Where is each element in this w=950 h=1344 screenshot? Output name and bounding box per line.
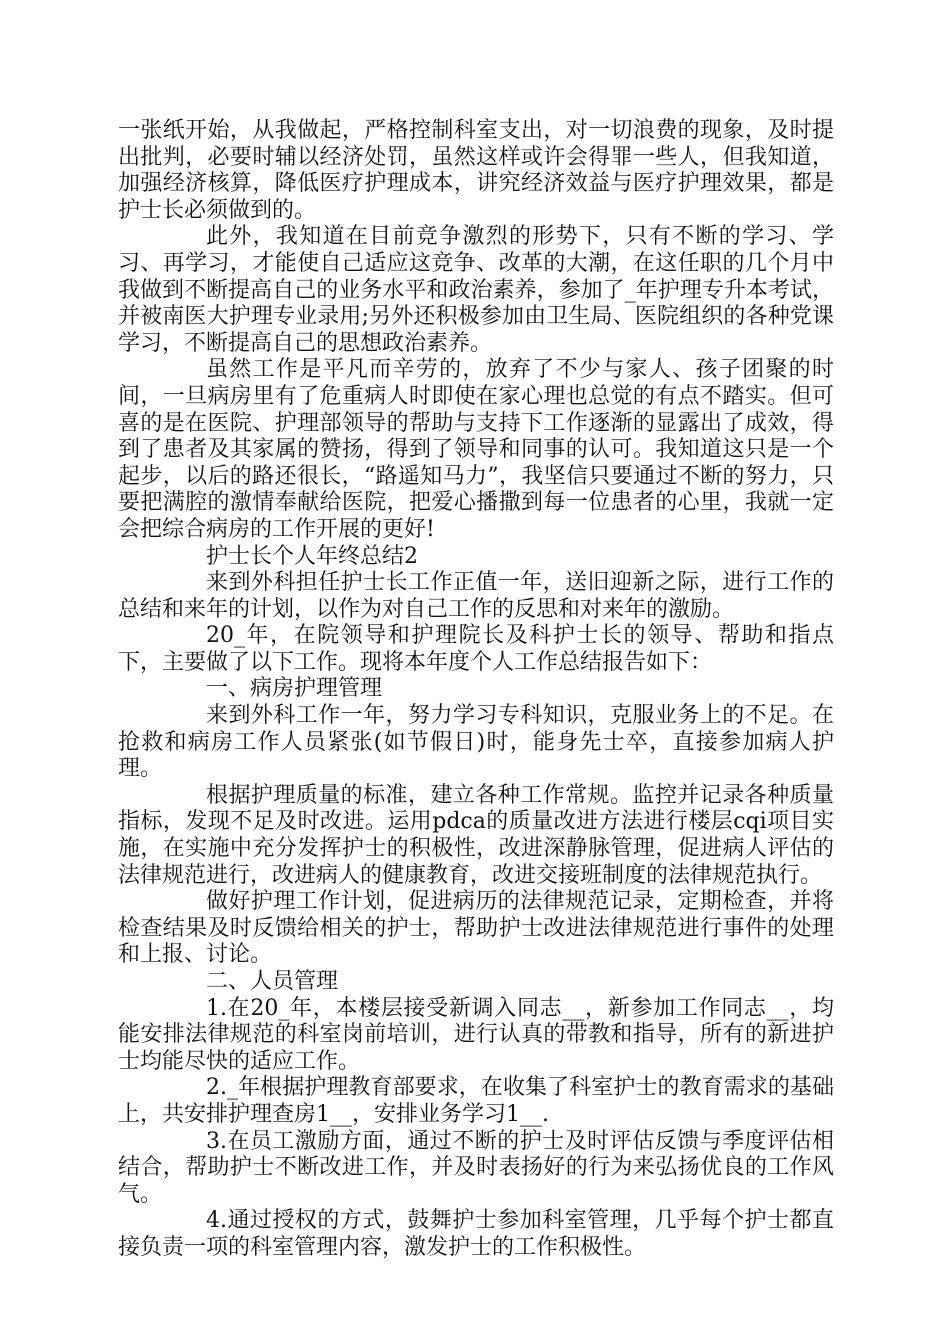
paragraph-2: 此外，我知道在目前竞争激烈的形势下，只有不断的学习、学习、再学习，才能使自己适应这竞争、改革的大潮，在这任职的几个月中我做到不断提高自己的业务水平和政治素养，参加了_年护理专升本考试，并被南医大护理专业录用;另外还积极参加由卫生局、医院组织的各种党课学习，不断提高自己的思想政治素养。 <box>118 224 834 356</box>
paragraph-4: 来到外科担任护士长工作正值一年，送旧迎新之际，进行工作的总结和来年的计划，以作为对自己工作的反思和对来年的激励。 <box>118 570 834 622</box>
list-item-4: 4.通过授权的方式，鼓舞护士参加科室管理，几乎每个护士都直接负责一项的科室管理内容，激发护士的工作积极性。 <box>118 1208 834 1260</box>
list-item-3: 3.在员工激励方面，通过不断的护士及时评估反馈与季度评估相结合，帮助护士不断改进工作，并及时表扬好的行为来弘扬优良的工作风气。 <box>118 1128 834 1207</box>
list-item-2: 2._年根据护理教育部要求，在收集了科室护士的教育需求的基础上，共安排护理查房1__，安排业务学习1__. <box>118 1075 834 1127</box>
paragraph-7: 根据护理质量的标准，建立各种工作常规。监控并记录各种质量指标，发现不足及时改进。运用pdca的质量改进方法进行楼层cqi项目实施，在实施中充分发挥护士的积极性，改进深静脉管理，促进病人评估的法律规范进行，改进病人的健康教育，改进交接班制度的法律规范执行。 <box>118 782 834 888</box>
paragraph-5: 20_年，在院领导和护理院长及科护士长的领导、帮助和指点下，主要做了以下工作。现将本年度个人工作总结报告如下： <box>118 623 834 675</box>
paragraph-6: 来到外科工作一年，努力学习专科知识，克服业务上的不足。在抢救和病房工作人员紧张(如节假日)时，能身先士卒，直接参加病人护理。 <box>118 703 834 782</box>
paragraph-1: 一张纸开始，从我做起，严格控制科室支出，对一切浪费的现象，及时提出批判，必要时辅以经济处罚，虽然这样或许会得罪一些人，但我知道，加强经济核算，降低医疗护理成本，讲究经济效益与医疗护理效果，都是护士长必须做到的。 <box>118 118 834 223</box>
document-page <box>118 118 834 1262</box>
list-item-1: 1.在20_年，本楼层接受新调入同志__，新参加工作同志__，均能安排法律规范的科室岗前培训，进行认真的带教和指导，所有的新进护士均能尽快的适应工作。 <box>118 995 834 1074</box>
section-heading-staff-management: 二、人员管理 <box>206 969 339 994</box>
paragraph-8: 做好护理工作计划，促进病历的法律规范记录，定期检查，并将检查结果及时反馈给相关的护士，帮助护士改进法律规范进行事件的处理和上报、讨论。 <box>118 889 834 968</box>
section-title-summary-2: 护士长个人年终总结2 <box>206 543 418 569</box>
paragraph-3: 虽然工作是平凡而辛劳的，放弃了不少与家人、孩子团聚的时间，一旦病房里有了危重病人时即使在家心理也总觉的有点不踏实。但可喜的是在医院、护理部领导的帮助与支持下工作逐渐的显露出了成效，得到了患者及其家属的赞扬，得到了领导和同事的认可。我知道这只是一个起步，以后的路还很长，“路遥知马力”，我坚信只要通过不断的努力，只要把满腔的激情奉献给医院，把爱心播撒到每一位患者的心里，我就一定会把综合病房的工作开展的更好! <box>118 357 834 542</box>
section-heading-ward-management: 一、病房护理管理 <box>206 676 383 702</box>
